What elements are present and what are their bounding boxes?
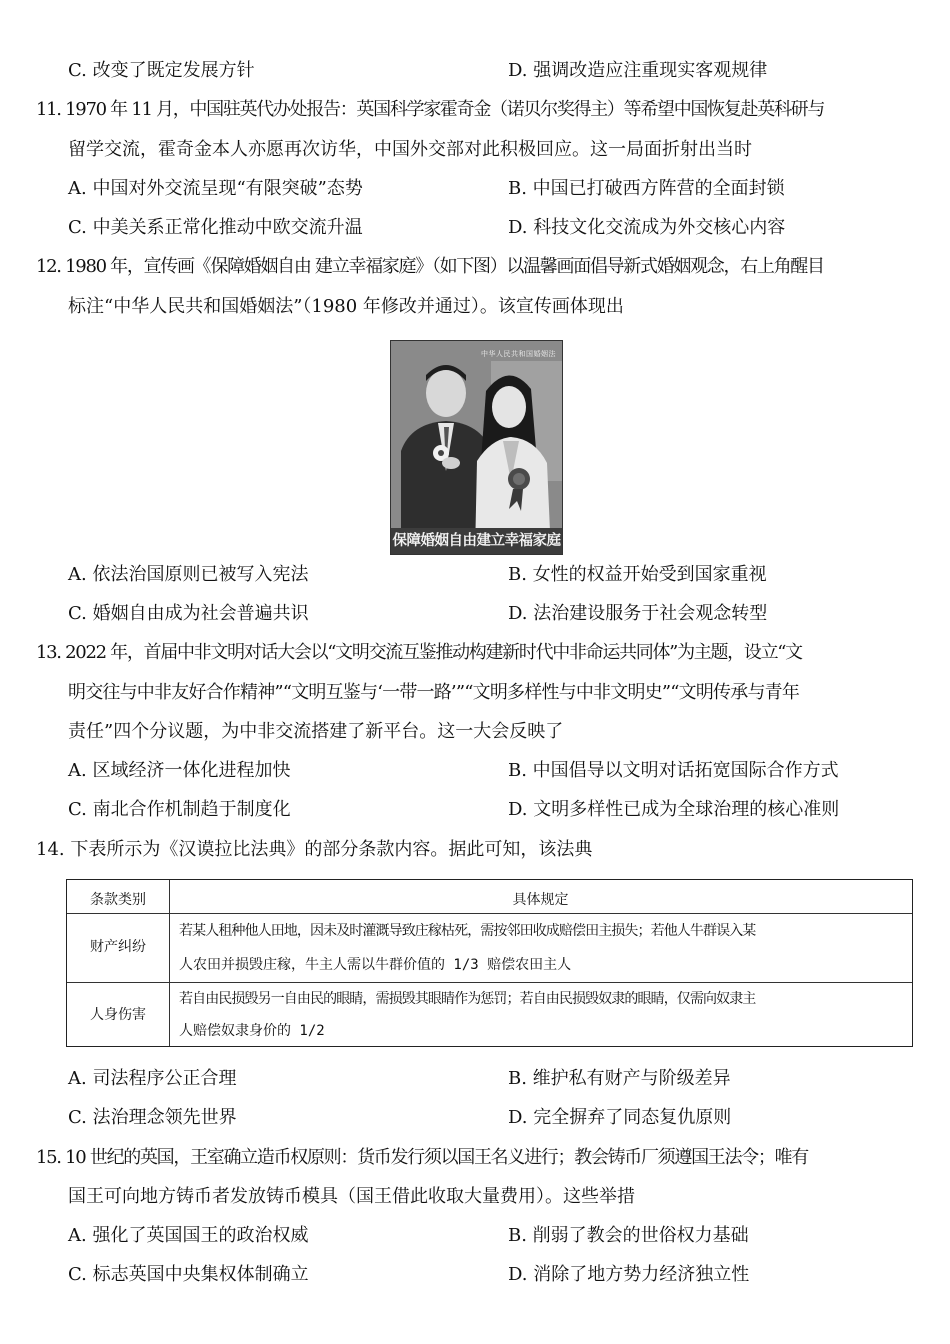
q14-option-a: A. 司法程序公正合理 — [68, 1068, 237, 1089]
q12-stem-line-2: 标注“中华人民共和国婚姻法”（1980 年修改并通过）。该宣传画体现出 — [68, 296, 624, 317]
q13-option-c: C. 南北合作机制趋于制度化 — [68, 799, 291, 820]
q13-option-a: A. 区域经济一体化进程加快 — [68, 760, 291, 781]
q13-option-b: B. 中国倡导以文明对话拓宽国际合作方式 — [508, 760, 839, 781]
q15-option-a: A. 强化了英国国王的政治权威 — [68, 1225, 309, 1246]
q12-option-a: A. 依法治国原则已被写入宪法 — [68, 564, 309, 585]
q14-option-b: B. 维护私有财产与阶级差异 — [508, 1068, 731, 1089]
q11-option-d: D. 科技文化交流成为外交核心内容 — [508, 217, 786, 238]
table-row-property-text-2: 人农田并损毁庄稼，牛主人需以牛群价值的 1/3 赔偿农田主人 — [179, 957, 572, 973]
table-row-injury-text-1: 若自由民损毁另一自由民的眼睛，需损毁其眼睛作为惩罚；若自由民损毁奴隶的眼睛，仅需向奴隶主 — [179, 991, 756, 1007]
poster-illustration — [391, 341, 562, 554]
q12-stem-line-1: 12. 1980 年，宣传画《保障婚姻自由 建立幸福家庭》（如下图）以温馨画面倡导新式婚姻观念，右上角醒目 — [36, 256, 824, 277]
q13-stem-line-1: 13. 2022 年，首届中非文明对话大会以“文明交流互鉴推动构建新时代中非命运共同体”为主题，设立“文 — [36, 642, 802, 663]
q15-stem-line-2: 国王可向地方铸币者发放铸币模具（国王借此收取大量费用）。这些举措 — [68, 1186, 635, 1207]
q14-option-c: C. 法治理念领先世界 — [68, 1107, 237, 1128]
q13-stem-line-2: 明交往与中非友好合作精神”“文明互鉴与‘一带一路’”“文明多样性与中非文明史”“文明传承与青年 — [68, 682, 800, 703]
q14-stem-line-1: 14. 下表所示为《汉谟拉比法典》的部分条款内容。据此可知，该法典 — [36, 839, 593, 860]
q12-option-c: C. 婚姻自由成为社会普遍共识 — [68, 603, 309, 624]
poster-slogan: 保障婚姻自由建立幸福家庭 — [391, 528, 562, 554]
hammurabi-code-table — [66, 879, 913, 1047]
table-row-injury-text-2: 人赔偿奴隶身价的 1/2 — [179, 1023, 325, 1039]
q15-option-c: C. 标志英国中央集权体制确立 — [68, 1264, 309, 1285]
q15-stem-line-1: 15. 10 世纪的英国，王室确立造币权原则：货币发行须以国王名义进行；教会铸币厂须遵国王法令；唯有 — [36, 1147, 808, 1168]
q10-option-c: C. 改变了既定发展方针 — [68, 60, 255, 81]
marriage-law-poster-image — [390, 340, 563, 555]
q14-option-d: D. 完全摒弃了同态复仇原则 — [508, 1107, 732, 1128]
q12-option-d: D. 法治建设服务于社会观念转型 — [508, 603, 768, 624]
q11-stem-line-1: 11. 1970 年 11 月，中国驻英代办处报告：英国科学家霍奇金（诺贝尔奖得主）等希望中国恢复赴英科研与 — [36, 99, 825, 120]
q10-option-d: D. 强调改造应注重现实客观规律 — [508, 60, 768, 81]
q13-option-d: D. 文明多样性已成为全球治理的核心准则 — [508, 799, 840, 820]
q13-stem-line-3: 责任”四个分议题，为中非交流搭建了新平台。这一大会反映了 — [68, 721, 564, 742]
table-header-rules: 具体规定 — [512, 892, 569, 908]
q15-option-d: D. 消除了地方势力经济独立性 — [508, 1264, 750, 1285]
table-header-category: 条款类别 — [90, 892, 146, 908]
q12-option-b: B. 女性的权益开始受到国家重视 — [508, 564, 767, 585]
q11-option-c: C. 中美关系正常化推动中欧交流升温 — [68, 217, 363, 238]
q11-stem-line-2: 留学交流，霍奇金本人亦愿再次访华，中国外交部对此积极回应。这一局面折射出当时 — [68, 139, 752, 160]
q11-option-a: A. 中国对外交流呈现“有限突破”态势 — [68, 178, 363, 199]
q15-option-b: B. 削弱了教会的世俗权力基础 — [508, 1225, 749, 1246]
q11-option-b: B. 中国已打破西方阵营的全面封锁 — [508, 178, 785, 199]
table-row-property-category: 财产纠纷 — [90, 939, 146, 955]
table-row-property-text-1: 若某人租种他人田地，因未及时灌溉导致庄稼枯死，需按邻田收成赔偿田主损失；若他人牛群误入某 — [179, 923, 756, 939]
poster-corner-label: 中华人民共和国婚姻法 — [481, 350, 556, 358]
table-row-injury-category: 人身伤害 — [90, 1007, 146, 1023]
